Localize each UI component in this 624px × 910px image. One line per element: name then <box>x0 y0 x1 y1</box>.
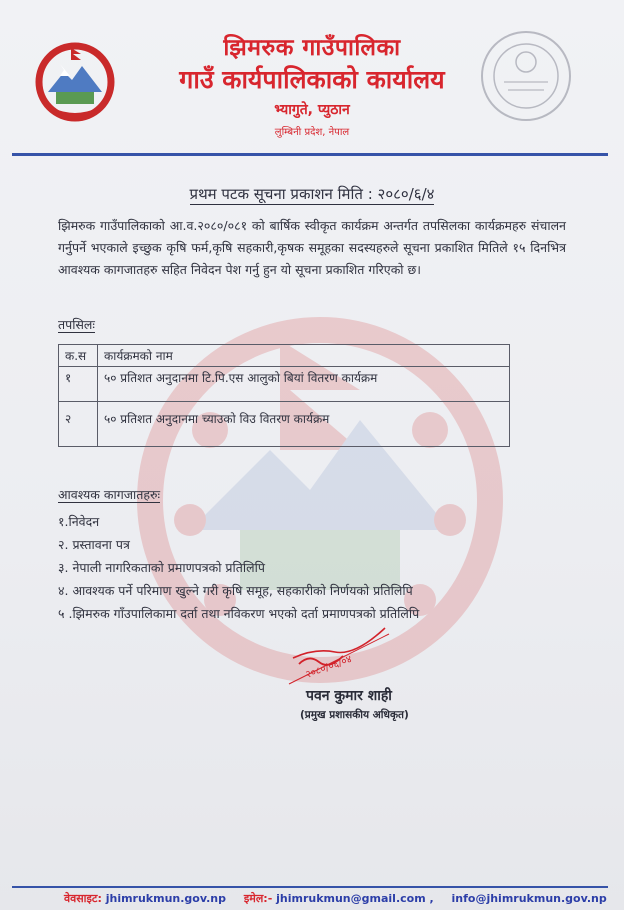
footer-contact <box>64 891 607 906</box>
list-item: ३. नेपाली नागरिकताको प्रमाणपत्रको प्रतिलिपि <box>58 560 265 575</box>
office-name: गाउँ कार्यपालिकाको कार्यालय <box>179 65 445 94</box>
footer-divider <box>12 886 608 888</box>
tapsil-label-text: तपसिलः <box>58 317 95 332</box>
row-sn: १ <box>59 367 98 402</box>
list-item: ४. आवश्यक पर्ने परिमाण खुल्ने गरी कृषि समूह, सहकारीको निर्णयको प्रतिलिपि <box>58 583 413 598</box>
row-sn: २ <box>59 402 98 447</box>
notice-title <box>0 184 624 204</box>
table-row <box>59 367 510 402</box>
table-row <box>59 402 510 447</box>
column-header-sn: क.स <box>59 345 98 367</box>
website-label: वेवसाइट: <box>64 892 102 905</box>
list-item: २. प्रस्तावना पत्र <box>58 537 130 552</box>
list-item: ५ .झिमरुक गाँउपालिकामा दर्ता तथा नविकरण भएको दर्ता प्रमाणपत्रको प्रतिलिपि <box>58 606 420 621</box>
email-link-info[interactable]: info@jhimrukmun.gov.np <box>451 892 607 905</box>
program-table <box>58 344 510 447</box>
documents-label-text: आवश्यक कागजातहरुः <box>58 487 161 502</box>
signature-date: २०८०/०६/०४ <box>304 653 354 681</box>
header-divider <box>12 153 608 156</box>
notice-title-text: प्रथम पटक सूचना प्रकाशन मिति : २०८०/६/४ <box>189 185 435 203</box>
list-item: १.निवेदन <box>58 514 100 529</box>
notice-paragraph: झिमरुक गाउँपालिकाको आ.व.२०८०/०८१ को बार्षिक स्वीकृत कार्यक्रम अन्तर्गत तपसिलका कार्यक्रमहरु संचालन गर्नुपर्ने भएकाले इच्छुक कृषि फर्म,कृषि सहकारी,कृषक समूहका सदस्यहरुले सूचना प्रकाशित मितिले १५ दिनभित्र आवश्यक कागजातहरु सहित निवेदन पेश गर्नु हुन यो सूचना प्रकाशित गरिएको छ। <box>58 218 566 277</box>
office-location: भ्यागुते, प्युठान <box>274 102 350 118</box>
signatory-role: (प्रमुख प्रशासकीय अधिकृत) <box>300 709 409 721</box>
email-label: इमेल:- <box>243 892 273 905</box>
documents-label <box>58 486 160 503</box>
signatory-name: पवन कुमार शाही <box>306 688 392 704</box>
email-link-gmail[interactable]: jhimrukmun@gmail.com , <box>276 892 434 905</box>
website-link[interactable]: jhimrukmun.gov.np <box>105 892 227 905</box>
municipality-name: झिमरुक गाउँपालिका <box>223 35 401 61</box>
documents-list <box>58 510 578 625</box>
row-program: ५० प्रतिशत अनुदानमा च्याउको विउ वितरण कार्यक्रम <box>98 402 510 447</box>
row-program: ५० प्रतिशत अनुदानमा टि.पि.एस आलुको बियां वितरण कार्यक्रम <box>98 367 510 402</box>
column-header-program: कार्यक्रमको नाम <box>98 345 510 367</box>
table-header-row <box>59 345 510 367</box>
province-name: लुम्बिनी प्रदेश, नेपाल <box>274 127 350 138</box>
signature-mark <box>285 618 395 688</box>
tapsil-label <box>58 316 95 333</box>
